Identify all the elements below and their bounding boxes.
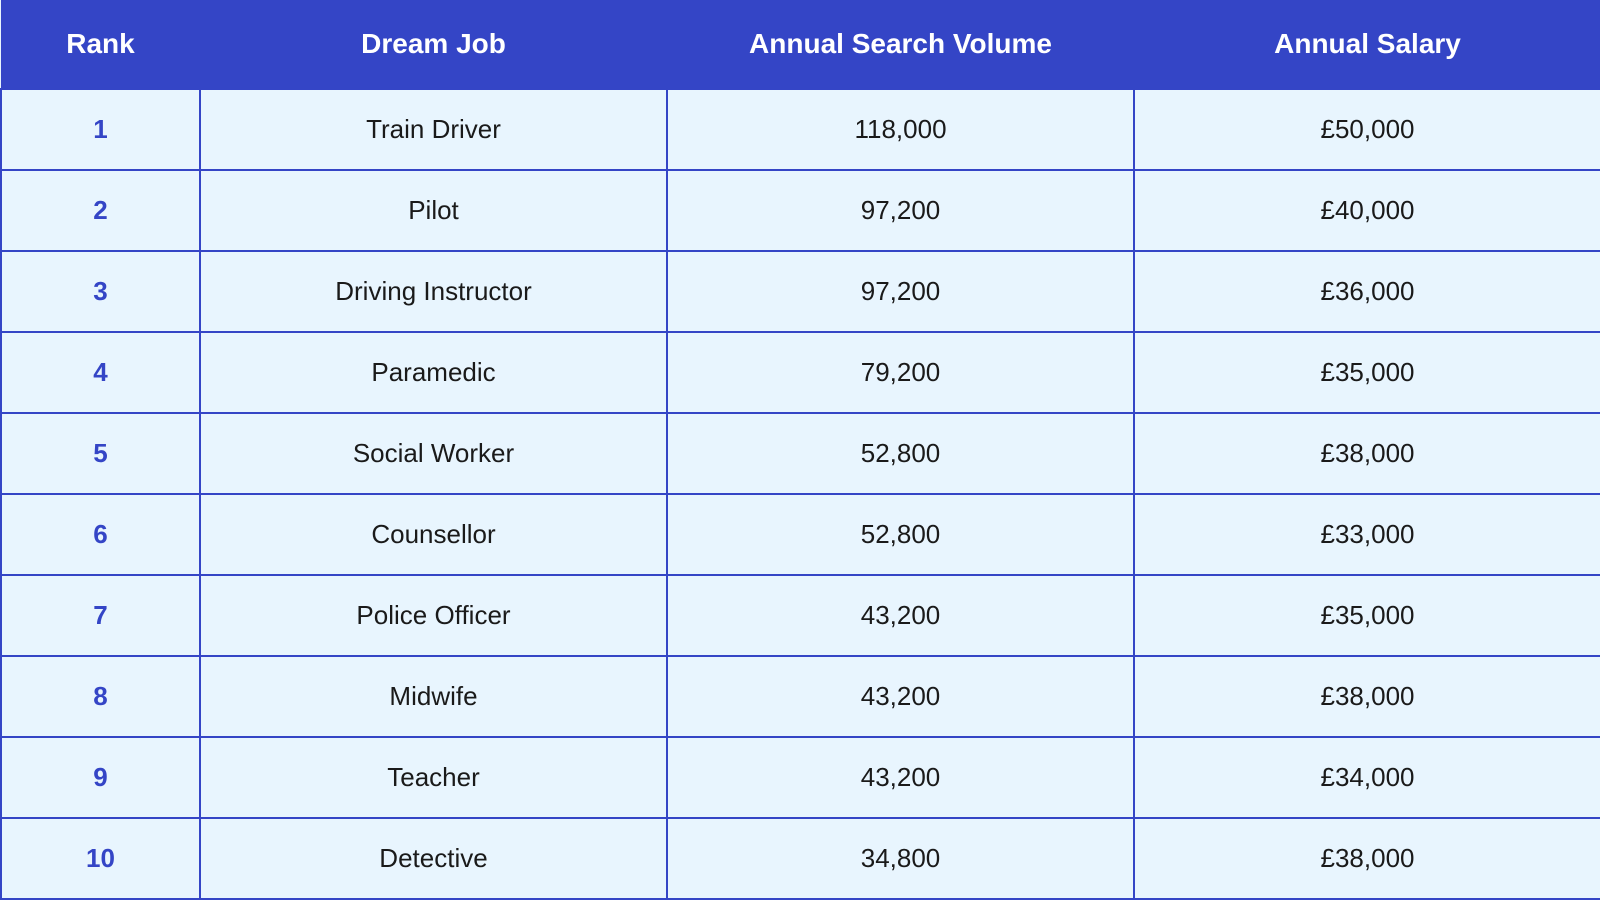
search-volume-cell: 34,800	[667, 818, 1134, 899]
rank-cell: 6	[1, 494, 200, 575]
search-volume-cell: 97,200	[667, 251, 1134, 332]
dream-job-cell: Pilot	[200, 170, 667, 251]
dream-job-cell: Teacher	[200, 737, 667, 818]
salary-cell: £38,000	[1134, 656, 1600, 737]
column-header-dream-job: Dream Job	[200, 0, 667, 89]
search-volume-cell: 43,200	[667, 575, 1134, 656]
table-row	[1, 170, 1600, 251]
table-body	[1, 89, 1600, 899]
rank-cell: 9	[1, 737, 200, 818]
search-volume-cell: 79,200	[667, 332, 1134, 413]
dream-job-cell: Police Officer	[200, 575, 667, 656]
dream-job-cell: Driving Instructor	[200, 251, 667, 332]
salary-cell: £38,000	[1134, 413, 1600, 494]
dream-job-cell: Counsellor	[200, 494, 667, 575]
rank-cell: 3	[1, 251, 200, 332]
search-volume-cell: 43,200	[667, 737, 1134, 818]
search-volume-cell: 43,200	[667, 656, 1134, 737]
salary-cell: £38,000	[1134, 818, 1600, 899]
table-row	[1, 737, 1600, 818]
table-row	[1, 494, 1600, 575]
search-volume-cell: 52,800	[667, 413, 1134, 494]
search-volume-cell: 52,800	[667, 494, 1134, 575]
salary-cell: £36,000	[1134, 251, 1600, 332]
salary-cell: £50,000	[1134, 89, 1600, 170]
dream-job-cell: Social Worker	[200, 413, 667, 494]
table-row	[1, 251, 1600, 332]
column-header-rank: Rank	[1, 0, 200, 89]
search-volume-cell: 118,000	[667, 89, 1134, 170]
column-header-annual-search-volume: Annual Search Volume	[667, 0, 1134, 89]
rank-cell: 8	[1, 656, 200, 737]
table-row	[1, 818, 1600, 899]
rank-cell: 7	[1, 575, 200, 656]
dream-job-cell: Paramedic	[200, 332, 667, 413]
rank-cell: 10	[1, 818, 200, 899]
column-header-annual-salary: Annual Salary	[1134, 0, 1600, 89]
table-header	[1, 0, 1600, 89]
table-row	[1, 413, 1600, 494]
dream-job-cell: Detective	[200, 818, 667, 899]
dream-job-cell: Midwife	[200, 656, 667, 737]
rank-cell: 5	[1, 413, 200, 494]
table-row	[1, 575, 1600, 656]
salary-cell: £34,000	[1134, 737, 1600, 818]
salary-cell: £40,000	[1134, 170, 1600, 251]
table-row	[1, 89, 1600, 170]
rank-cell: 4	[1, 332, 200, 413]
salary-cell: £35,000	[1134, 575, 1600, 656]
header-row	[1, 0, 1600, 89]
salary-cell: £33,000	[1134, 494, 1600, 575]
rank-cell: 2	[1, 170, 200, 251]
salary-cell: £35,000	[1134, 332, 1600, 413]
dream-job-cell: Train Driver	[200, 89, 667, 170]
table-row	[1, 656, 1600, 737]
rank-cell: 1	[1, 89, 200, 170]
search-volume-cell: 97,200	[667, 170, 1134, 251]
table-row	[1, 332, 1600, 413]
